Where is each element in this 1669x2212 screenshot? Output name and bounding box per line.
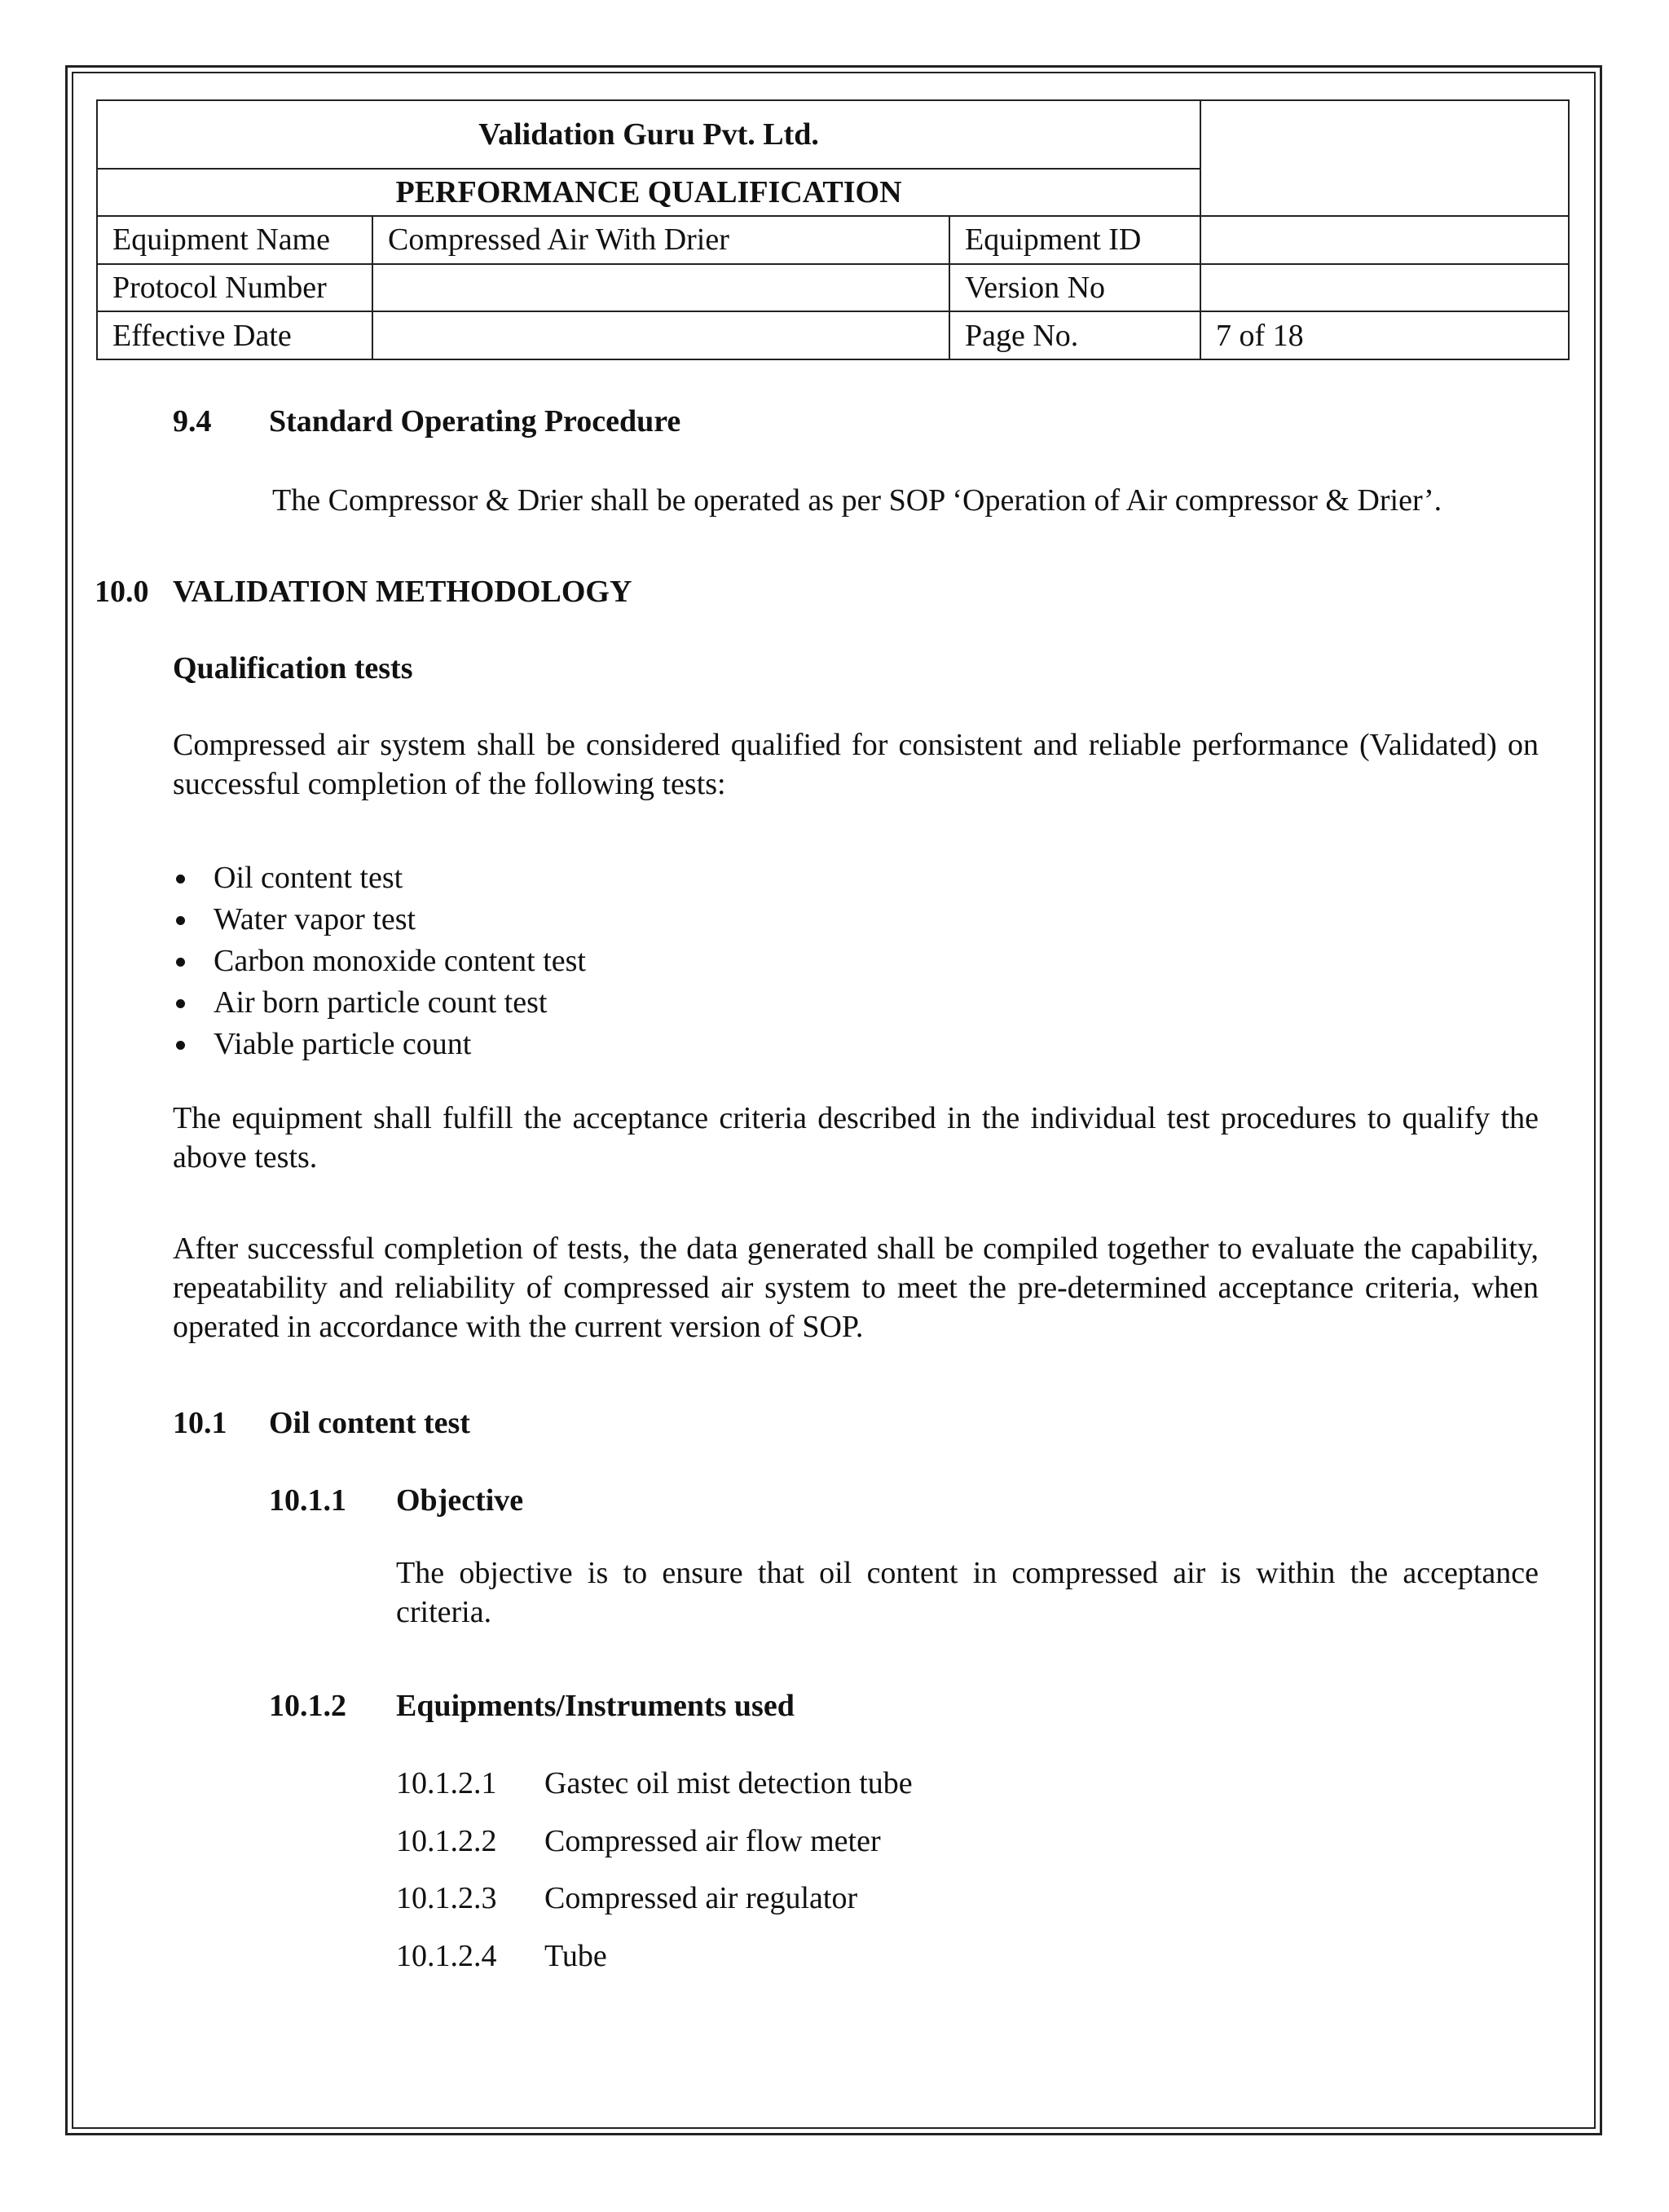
qualification-intro-paragraph: Compressed air system shall be considered qualified for consistent and reliable performance (Validated) on successful completion of the following tests: [173, 728, 1539, 801]
logo-cell [1200, 100, 1569, 216]
equipments-heading: Equipments/Instruments used [396, 1689, 795, 1723]
bullet-icon [176, 916, 185, 925]
list-item: Water vapor test [173, 899, 586, 941]
instrument-item: 10.1.2.2 Compressed air flow meter [396, 1824, 881, 1858]
list-item: Oil content test [173, 857, 586, 899]
version-label: Version No [949, 264, 1200, 312]
section-10-1-1-number: 10.1.1 [269, 1483, 346, 1518]
bullet-icon [176, 875, 185, 883]
list-item: Viable particle count [173, 1024, 586, 1065]
protocol-number-label: Protocol Number [97, 264, 372, 312]
protocol-number-value [372, 264, 949, 312]
acceptance-criteria-paragraph: The equipment shall fulfill the acceptance criteria described in the individual test procedures to qualify the above tests. [173, 1101, 1539, 1174]
section-9-4-number: 9.4 [173, 404, 212, 438]
objective-text: The objective is to ensure that oil content in compressed air is within the acceptance criteria. [396, 1556, 1539, 1629]
effective-date-label: Effective Date [97, 311, 372, 359]
page-number: 7 of 18 [1200, 311, 1569, 359]
document-header-table [96, 99, 1570, 360]
section-10-1-2-number: 10.1.2 [269, 1689, 346, 1723]
qualification-tests-list [173, 857, 586, 1065]
section-9-4-text: The Compressor & Drier shall be operated as per SOP ‘Operation of Air compressor & Drier’. [272, 483, 1442, 518]
equipment-id-label: Equipment ID [949, 216, 1200, 264]
version-value [1200, 264, 1569, 312]
list-item: Carbon monoxide content test [173, 941, 586, 982]
bullet-icon [176, 1041, 185, 1050]
objective-heading: Objective [396, 1483, 524, 1518]
effective-date-value [372, 311, 949, 359]
qualification-tests-heading: Qualification tests [173, 651, 413, 685]
list-item: Air born particle count test [173, 982, 586, 1024]
section-10-title: VALIDATION METHODOLOGY [173, 575, 632, 609]
equipment-id-value [1200, 216, 1569, 264]
data-compilation-paragraph: After successful completion of tests, the data generated shall be compiled together to evaluate the capability, repeatability and reliability of compressed air system to meet the pre-determined acceptance criteria, when operated in accordance with the current version of SOP. [173, 1232, 1539, 1344]
page-label: Page No. [949, 311, 1200, 359]
instrument-item: 10.1.2.1 Gastec oil mist detection tube [396, 1766, 913, 1800]
section-10-number: 10.0 [95, 575, 149, 609]
equipment-name-value: Compressed Air With Drier [372, 216, 949, 264]
document-type: PERFORMANCE QUALIFICATION [97, 169, 1200, 216]
instrument-item: 10.1.2.3 Compressed air regulator [396, 1881, 858, 1915]
section-10-1-number: 10.1 [173, 1406, 227, 1440]
section-10-1-title: Oil content test [269, 1406, 470, 1440]
instrument-item: 10.1.2.4 Tube [396, 1939, 607, 1973]
bullet-icon [176, 999, 185, 1008]
bullet-icon [176, 958, 185, 967]
equipment-name-label: Equipment Name [97, 216, 372, 264]
section-9-4-title: Standard Operating Procedure [269, 404, 681, 438]
company-name: Validation Guru Pvt. Ltd. [97, 100, 1200, 169]
